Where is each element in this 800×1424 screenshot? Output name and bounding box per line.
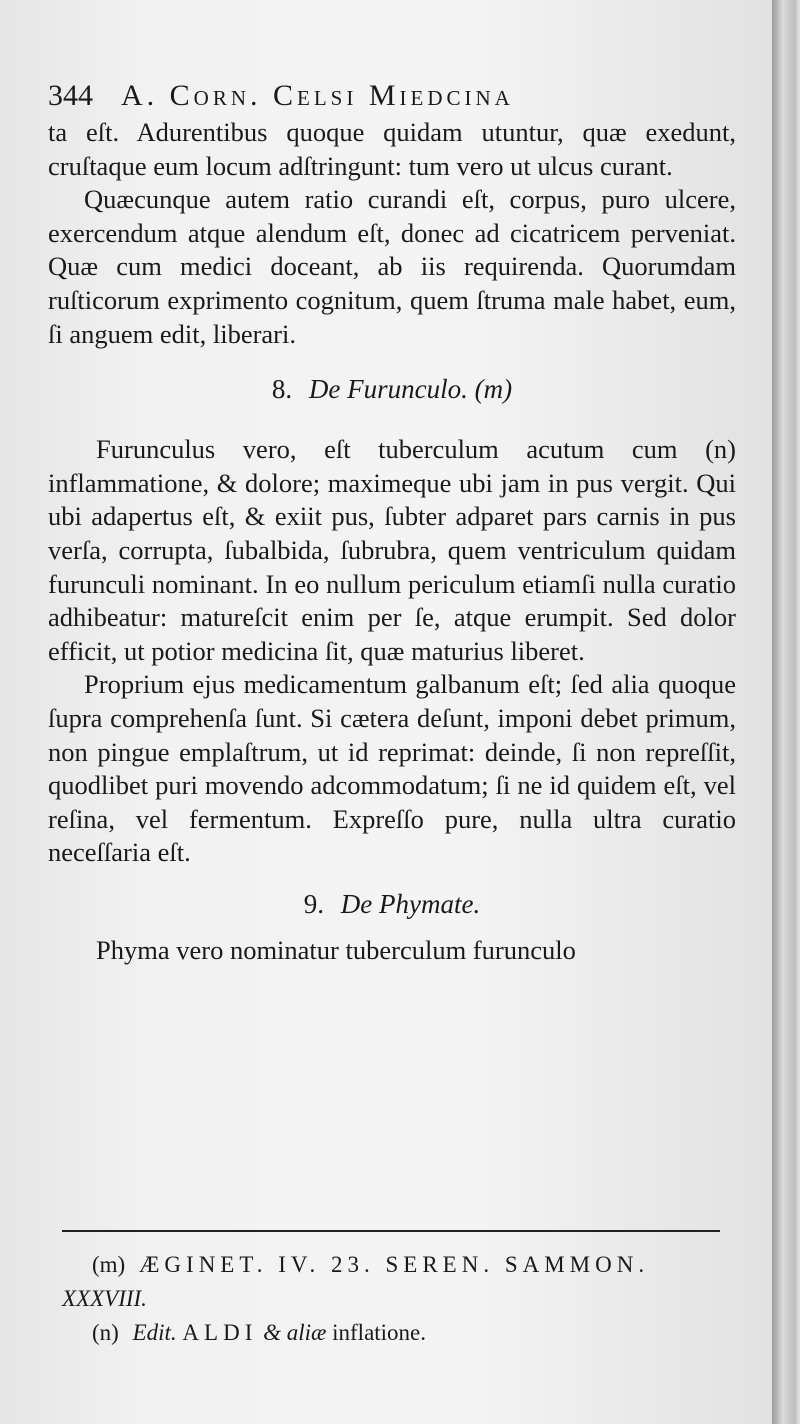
footnote-m xyxy=(62,1248,752,1282)
section-title: De Phymate. xyxy=(340,888,481,919)
footnote-mark: (m) xyxy=(92,1252,126,1277)
footnote-n xyxy=(62,1316,752,1350)
footnote-ampersand: & xyxy=(263,1320,281,1345)
section-heading-furunculo xyxy=(48,369,736,409)
footnote-m-continued: XXXVIII. xyxy=(62,1286,147,1311)
section-heading-phymate xyxy=(48,884,736,924)
footnote-edit: Edit. xyxy=(132,1320,177,1345)
page-number: 344 xyxy=(48,79,93,112)
section-title: De Furunculo. xyxy=(308,374,468,405)
footnote-rest: inflatione. xyxy=(332,1320,427,1345)
footnote-aldi: ALDI xyxy=(182,1320,258,1345)
paragraph-4: Proprium ejus medicamentum galbanum eſt; ſed alia quoque ſupra comprehenſa ſunt. Si cætera deſunt, imponi debet primum, non pingue emplaſtrum, ut id reprimat: deinde, ſi non repreſſit, quodlibet puri movendo adcommodatum; ſi ne id quidem eſt, vel reſina, vel fermentum. Expreſſo pure, nulla ultra curatio neceſſaria eſt. xyxy=(48,669,736,868)
section-number: 9. xyxy=(303,888,325,919)
footnote-aliae: aliæ xyxy=(286,1320,327,1345)
running-head xyxy=(48,76,736,116)
footnote-ref-m: (m) xyxy=(474,374,513,405)
section-number: 8. xyxy=(271,374,293,405)
paragraph-1: ta eſt. Adurentibus quoque quidam utuntur, quæ exedunt, cruſtaque eum locum adſtringunt: tum vero ut ulcus curant. xyxy=(48,117,736,181)
footnote-text: ÆGINET. IV. 23. SEREN. SAMMON. xyxy=(138,1252,650,1277)
footnote-mark: (n) xyxy=(92,1320,119,1345)
footnote-divider xyxy=(62,1230,720,1232)
paragraph-3: Furunculus vero, eſt tuberculum acutum cum (n) inflammatione, & dolore; maximeque ubi jam in pus vergit. Qui ubi adapertus eſt, & exiit pus, ſubter adparet pars carnis in pus verſa, corrupta, ſubalbida, ſubrubra, quem ventriculum quidam furunculi nominant. In eo nullum periculum etiamſi nulla curatio adhibeatur: matureſcit enim per ſe, atque erumpit. Sed dolor efficit, ut potior medicina ſit, quæ maturius liberet. xyxy=(48,434,736,666)
page-edge xyxy=(772,0,800,1424)
paragraph-2: Quæcunque autem ratio curandi eſt, corpus, puro ulcere, exercendum atque alendum eſt, donec ad cicatricem perveniat. Quæ cum medici doceant, ab iis requirenda. Quorumdam ruſticorum exprimento cognitum, quem ſtruma male habet, eum, ſi anguem edit, liberari. xyxy=(48,184,736,349)
paragraph-5: Phyma vero nominatur tuberculum furunculo xyxy=(96,934,576,965)
footnotes xyxy=(62,1248,752,1350)
page-text xyxy=(48,76,736,967)
running-head-title: A. Corn. Celsi Miedcina xyxy=(121,79,514,112)
